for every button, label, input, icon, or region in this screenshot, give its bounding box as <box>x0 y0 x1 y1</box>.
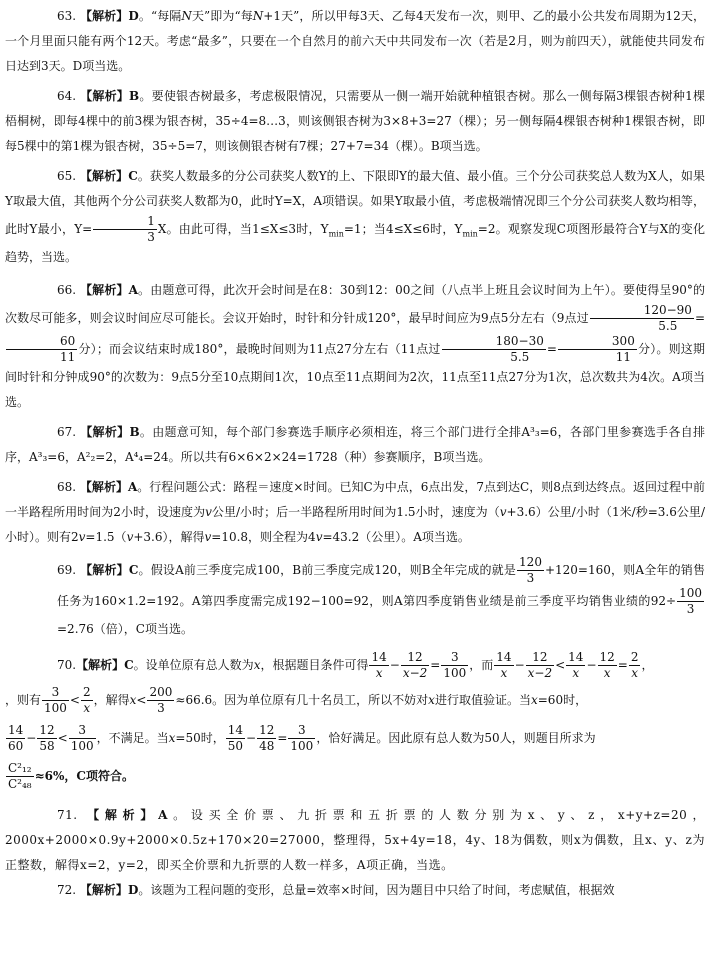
answer-letter: A <box>158 808 168 822</box>
analysis-tag: 【解析】 <box>79 169 129 183</box>
answer-letter: D <box>127 883 139 897</box>
analysis-tag: 【解析】 <box>80 283 129 297</box>
answer-letter: C <box>128 169 138 183</box>
analysis-tag: 【解析】 <box>79 883 128 897</box>
analysis-70-cont: ，则有 $\frac{3}{100}$ < $\frac{2}{x}$ ，解得x< $\frac{200}{3}$ ≈66.6。因为单位原有几十名员工，所以不妨对x进行取值验证。当x=60时， <box>5 685 588 715</box>
analysis-tag: 【解析】 <box>80 425 130 439</box>
analysis-tag: 【解析】 <box>80 563 129 577</box>
analysis-63: 63. 【解析】D。“每隔N天”即为“每N+1天”，所以甲每3天、乙每4天发布一次，则甲、乙的最小公共发布周期为12天，一个月里面只能有两个12天。考虑“最多”，只要在一个自然月的前六天中共同发布一次（若是2月，则为前四天），就能使共同发布日达到3天。D项当选。 <box>5 9 705 73</box>
answer-letter: A <box>127 480 138 494</box>
fraction: $\frac{120}{3}$ <box>519 555 542 585</box>
answer-letter: A <box>128 283 138 297</box>
answer-letter: D <box>128 9 139 23</box>
analysis-tag: 【解析】 <box>79 480 128 494</box>
fraction: $\frac{180-30}{5.5}$ <box>442 334 546 365</box>
fraction: $\frac{120-90}{5.5}$ <box>590 303 694 334</box>
answer-letter: C <box>124 658 134 672</box>
fraction: $\frac{100}{3}$ <box>679 586 702 616</box>
analysis-67: 67. 【解析】B。由题意可知，每个部门参赛选手顺序必须相连，将三个部门进行全排A³₃=6，各部门里参赛选手各自排序，A³₃=6，A²₂=2，A⁴₄=24。所以共有6×6×2×24=1728（种）参赛顺序，B项当选。 <box>5 425 705 464</box>
analysis-70-cont3: $\frac{\text{C²₁₂}}{\text{C²₄₈}}$ ≈6%，C项符合。 <box>8 761 134 791</box>
analysis-69: 69. 【解析】C。假设A前三季度完成100，B前三季度完成120，则B全年完成的就是 $\frac{120}{3}$ +120=160，则A全年的销售任务为160×1.2=192。A第四季度需完成192−100=92，则A第四季度销售业绩是前三季度平均销售业绩的92÷ $\frac{100}{3}$ =2.76（倍），C项当选。 <box>57 555 705 636</box>
fraction: $\frac{1}{3}$ <box>93 214 157 245</box>
fraction: $\frac{60}{11}$ <box>6 334 77 365</box>
analysis-71: 71. 【解析】A。设买全价票、九折票和五折票的人数分别为x、y、z，x+y+z=20，2000x+2000×0.9y+2000×0.5z+170×20=27000，整理得，5x+4y=18，4y、18为偶数，则x为偶数，且x、y、z为正整数，解得x=2，y=2，即买全价票和九折票的人数一样多，A项正确，当选。 <box>5 808 705 872</box>
analysis-66: 66. 【解析】A。由题意可得，此次开会时间是在8：30到12：00之间（八点半上班且会议时间为上午）。要使得呈90°的次数尽可能多，则会议时间应尽可能长。会议开始时，时针和分针成120°，最早时间应为9点5分左右（9点过 $\frac{120-90}{5.5}$ = $\frac{60}{11}$ 分）；而会议结束时成180°，最晚时间则为11点27分左右（11点过 $\frac{180-30}{5.5}$ = $\frac{300}{11}$ 分）。则这期间时针和分钟成90°的次数为：9点5分至10点期间1次，10点至11点期间为2次，11点至11点27分为1次，总次数共为4次。A项当选。 <box>5 283 705 409</box>
analysis-64: 64. 【解析】B。要使银杏树最多，考虑极限情况，只需要从一侧一端开始就种植银杏树。那么一侧每隔3棵银杏树种1棵梧桐树，即每4棵中的前3棵为银杏树，35÷4=8…3，则该侧银杏树为3×8+3=27（棵）；另一侧每隔4棵银杏树种1棵银杏树，即每5棵中的第1棵为银杏树，35÷5=7，则该侧银杏树有7棵；27+7=34（棵）。B项当选。 <box>5 89 705 153</box>
analysis-tag: 【解析】 <box>80 9 129 23</box>
analysis-70: 70.【解析】C。设单位原有总人数为x，根据题目条件可得 $\frac{14}{x}$ − $\frac{12}{x-2}$ = $\frac{3}{100}$ ，而 $\frac{14}{x}$ − $\frac{12}{x-2}$ < $\frac{14}{x}$ − $\frac{12}{x}$ = $\frac{2}{x}$ ， <box>57 650 654 680</box>
analysis-68: 68. 【解析】A。行程问题公式：路程＝速度×时间。已知C为中点，6点出发，7点到达C，则8点到达终点。返回过程中前一半路程所用时间为2小时，设速度为v公里/小时；后一半路程所用时间为1.5小时，速度为（v+3.6）公里/小时（1米/秒=3.6公里/小时）。则有2v=1.5（v+3.6），解得v=10.8，则全程为4v=43.2（公里）。A项当选。 <box>5 480 705 544</box>
combination-fraction: $\frac{\text{C²₁₂}}{\text{C²₄₈}}$ <box>8 761 32 791</box>
answer-letter: B <box>129 425 140 439</box>
analysis-72: 72. 【解析】D。该题为工程问题的变形，总量=效率×时间，因为题目中只给了时间，考虑赋值，根据效 <box>57 883 615 897</box>
analysis-tag: 【解析】 <box>76 658 125 672</box>
analysis-70-cont2: $\frac{14}{60}$ − $\frac{12}{58}$ < $\frac{3}{100}$ ，不满足。当x=50时， $\frac{14}{50}$ − $\frac{12}{48}$ = $\frac{3}{100}$ ，恰好满足。因此原有总人数为50人，则题目所求为 <box>8 723 596 753</box>
analysis-tag: 【解析】 <box>87 808 159 822</box>
answer-letter: B <box>129 89 140 103</box>
answer-letter: C <box>128 563 139 577</box>
analysis-tag: 【解析】 <box>80 89 130 103</box>
fraction: $\frac{300}{11}$ <box>558 334 637 365</box>
analysis-65: 65. 【解析】C。获奖人数最多的分公司获奖人数Y的上、下限即Y的最大值、最小值。三个分公司获奖总人数为X人，如果Y取最大值，其他两个分公司获奖人数都为0，此时Y=X，A项错误。如果Y取最小值，考虑极端情况即三个分公司获奖人数均相等，此时Y最小，Y= $\frac{1}{3}$ X。由此可得，当1≤X≤3时，$Y_{min}=1$；当4≤X≤6时，$Y_{min}=2$。观察发现C项图形最符合Y与X的变化趋势，当选。 <box>5 169 705 264</box>
